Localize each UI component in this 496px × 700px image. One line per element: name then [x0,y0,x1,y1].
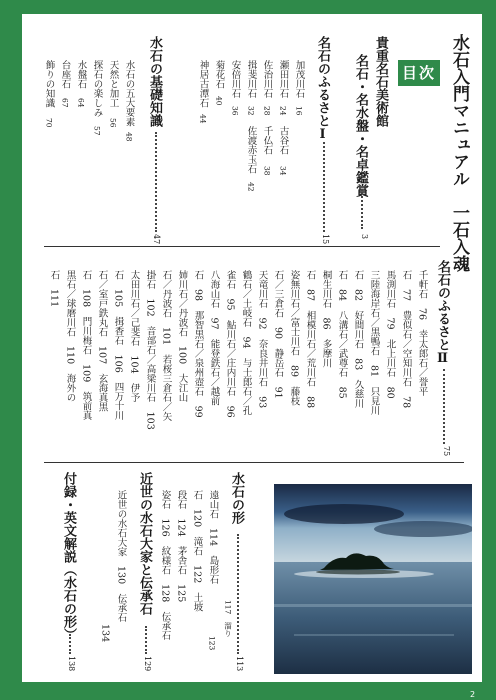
toc-entry: 探石の楽しみ [91,60,103,117]
toc-line: 石 105 揖香石 106 四万十川 [112,270,124,421]
divider [44,462,464,463]
toc-line: 黒石／球磨川石 110 海外の [64,270,76,403]
toc-entry: 千仏石 [261,126,273,155]
lake-island-photo [274,484,472,674]
toc-entry-page: 16 [294,106,304,116]
toc-entry: 菊花石 [213,60,225,89]
toc-line: 石 82 好間川石 83 久慈川 [352,270,364,409]
toc-entry: 水石の五大要素 [123,60,135,127]
toc-entry: 天然と加工 [107,60,119,108]
toc-line: 石／三倉石 90 静岳石 91 [272,270,284,399]
page-ref: 47 [152,234,161,245]
toc-page [22,14,482,682]
toc-line: 姿石 126 紋様石 128 伝承石 [159,490,171,641]
toc-entry-page: 117 溜り [223,600,233,637]
section-kinsei-title: 近世の水石大家と伝承石 [137,472,152,615]
leader-dots [361,189,363,229]
toc-line: 姿無川石／富士川石 89 藤枝 [288,270,300,406]
leader-dots [145,626,147,654]
toc-line: 八海山石 97 能登鉄石／越前 [208,270,220,406]
toc-entry-page: 24 [278,106,288,116]
page-number: 2 [470,690,476,699]
toc-line: 掛石 102 音部石／高梁川石 103 [144,270,156,430]
toc-entry-page: 56 [108,118,118,128]
toc-line: 遠山石 114 島形石 [207,490,219,585]
toc-entry: 揖斐川石 [245,60,257,98]
toc-line: 近世の水石大家 130 伝承石 [115,490,127,623]
toc-line: 姉川石／丹波石 100 大江山 [176,270,188,403]
toc-line: 石 98 那智黒石／泉州壺石 99 [192,270,204,418]
toc-entry-page: 44 [198,114,208,124]
toc-entry: 加茂川石 [293,60,305,98]
toc-line: 134 [99,624,111,643]
toc-entry: 台座石 [59,60,71,89]
section-katachi-title: 水石の形 [229,472,244,524]
toc-entry: 古谷石 [277,126,289,155]
toc-line: 石／丹波石 101 若桜三倉石／矢 [160,270,172,422]
page-ref: 138 [67,656,76,672]
toc-entry: 瀬田川石 [277,60,289,98]
page-ref: 3 [360,234,369,240]
toc-line: 石 111 [48,270,60,308]
leader-dots [323,142,325,232]
toc-line: 石 108 門川梅石 109 筑前真 [80,270,92,421]
toc-entry-page: 42 [246,182,256,192]
book-title: 水石入門マニュアル 一石入魂 [449,34,469,272]
toc-entry-page: 70 [44,118,54,128]
toc-entry-page: 40 [214,96,224,106]
toc-line: 桐生川石 86 多摩川 [320,270,332,368]
leader-dots [237,534,239,654]
toc-line: 石 87 相模川石／荒川石 88 [304,270,316,409]
page-ref: 129 [143,656,152,672]
toc-line: 天竜川石 92 奈良井川石 93 [256,270,268,409]
toc-entry-page: 64 [76,98,86,108]
section-basics-title: 水石の基礎知識 [147,36,162,127]
toc-badge: 目次 [398,60,440,86]
toc-entry-page: 57 [92,126,102,136]
section-museum-title: 貴重名石美術館 [373,36,388,127]
section-museum-subtitle: 名石・名水盤・名卓鑑賞 [353,54,368,197]
toc-line: 太田川石／己斐石 104 伊予 [128,270,140,403]
page-ref: 75 [442,446,451,457]
toc-entry-page: 48 [124,132,134,142]
toc-entry-page: 67 [60,98,70,108]
toc-line: 段石 124 茅舎石 125 [175,490,187,603]
leader-dots [69,634,71,654]
toc-entry-page: 32 [246,106,256,116]
page-ref: 113 [235,656,244,672]
toc-line: 石／室戸鉄丸石 107 玄海真黒 [96,270,108,412]
toc-line: 千軒石 76 幸太郎石／誉平 [416,270,428,397]
leader-dots [155,132,157,232]
toc-entry-page: 123 [207,636,217,651]
toc-line: 石 77 豊似石／空知川石 78 [400,270,412,409]
toc-line: 石 84 八溝石／武尊石 85 [336,270,348,399]
toc-line: 三陸海岸石／黒鴨石 81 只見川 [368,270,380,416]
toc-entry: 神居古潭石 [197,60,209,108]
section-furusato1-title: 名石のふるさとⅠ [315,36,330,142]
toc-entry: 佐渡赤玉石 [245,126,257,174]
section-furoku-title: 付録・英文解説（水石の形） [61,472,76,641]
toc-entry-page: 28 [262,106,272,116]
toc-entry-page: 34 [278,166,288,176]
lake-sunset-image [274,484,472,674]
toc-line: 馬渕川石 79 北上川石 80 [384,270,396,399]
divider [44,246,440,247]
toc-line: 石 120 滝石 122 土坡 [191,490,203,612]
toc-entry: 佐治川石 [261,60,273,98]
toc-entry: 安倍川石 [229,60,241,98]
toc-entry-page: 38 [262,166,272,176]
leader-dots [443,369,445,444]
section-furusato2-title: 名石のふるさとⅡ [435,260,450,366]
toc-entry-page: 36 [230,106,240,116]
page-ref: 15 [321,234,330,245]
toc-entry: 水盤石 [75,60,87,89]
toc-line: 雀石 95 鮎川石／庄内川石 96 [224,270,236,418]
toc-entry: 飾りの知識 [43,60,55,108]
toc-line: 鶴石／土岐石 94 与士郎石／孔 [240,270,252,416]
